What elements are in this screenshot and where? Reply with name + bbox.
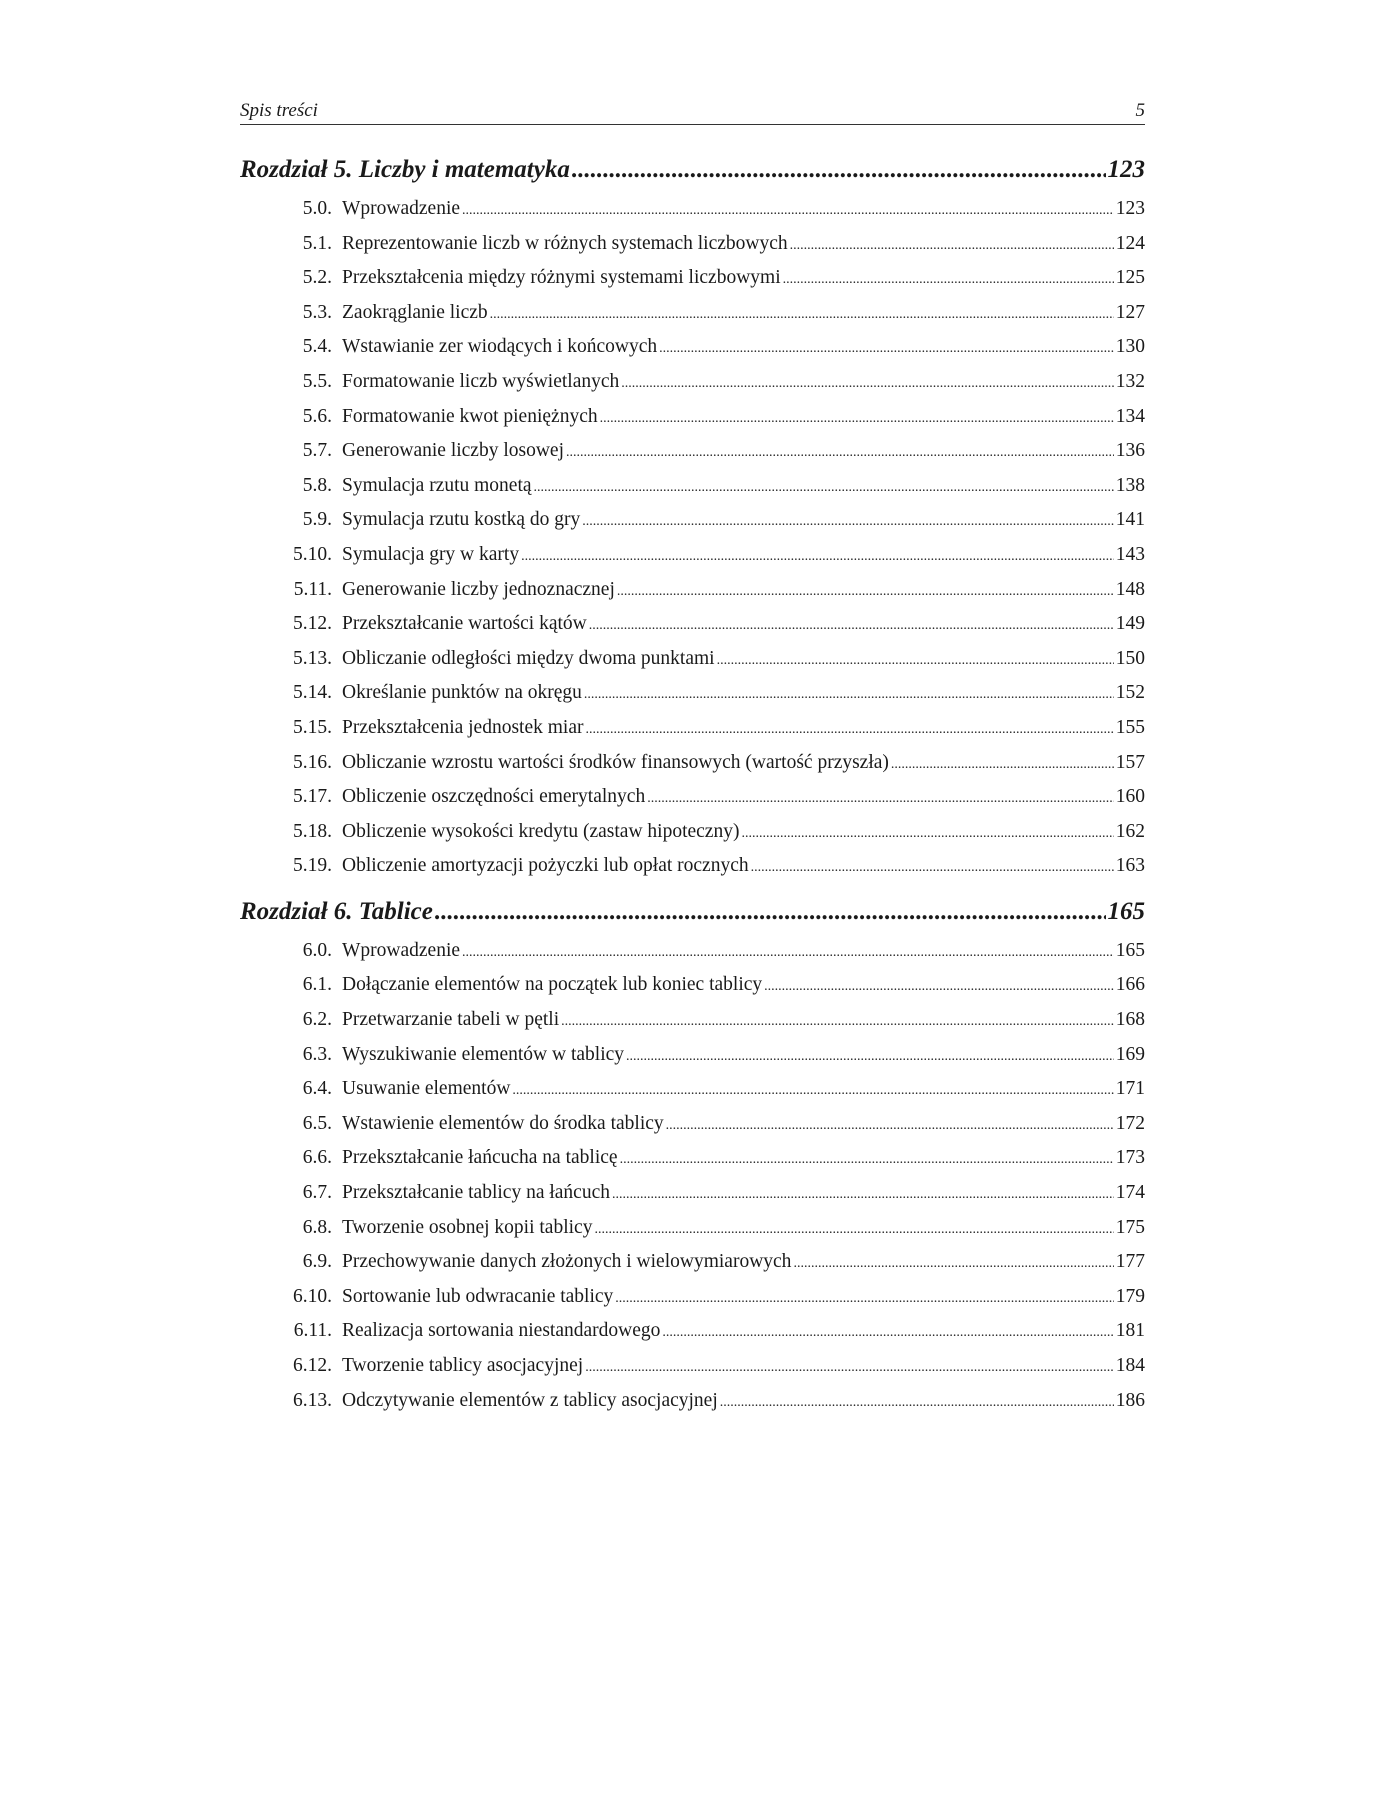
toc-entry[interactable]	[240, 198, 1145, 233]
toc-entry[interactable]	[240, 302, 1145, 337]
dot-leader	[621, 376, 1113, 392]
entry-title: Formatowanie kwot pieniężnych	[342, 405, 598, 427]
entry-page-number: 186	[1115, 1389, 1145, 1411]
entry-title: Przechowywanie danych złożonych i wielowymiarowych	[342, 1251, 792, 1273]
dot-leader	[615, 1291, 1113, 1307]
toc-entry[interactable]	[240, 371, 1145, 406]
toc-entry[interactable]	[240, 406, 1145, 441]
entry-page-number: 166	[1115, 974, 1145, 996]
entry-number: 5.0.	[302, 198, 332, 219]
entry-title: Przekształcanie wartości kątów	[342, 613, 587, 635]
dot-leader	[620, 1152, 1114, 1168]
toc-entry[interactable]	[240, 1113, 1145, 1148]
entry-number: 5.12.	[293, 613, 332, 635]
entry-number: 6.3.	[302, 1043, 332, 1065]
entry-title: Wprowadzenie	[342, 198, 461, 219]
dot-leader	[612, 1187, 1114, 1203]
entry-title: Obliczenie wysokości kredytu (zastaw hipoteczny)	[342, 820, 740, 842]
entry-title: Usuwanie elementów	[342, 1078, 511, 1100]
entry-title: Przekształcanie łańcucha na tablicę	[342, 1147, 618, 1169]
dot-leader	[783, 272, 1114, 288]
entry-number: 6.0.	[302, 939, 332, 961]
entry-title: Odczytywanie elementów z tablicy asocjacyjnej	[342, 1389, 718, 1411]
dot-leader	[512, 1083, 1113, 1099]
table-of-contents	[240, 156, 1145, 1424]
entry-title: Wprowadzenie	[342, 939, 461, 961]
entry-title: Symulacja gry w karty	[342, 543, 520, 565]
dot-leader	[741, 826, 1113, 842]
toc-entry[interactable]	[240, 1147, 1145, 1182]
entry-title: Symulacja rzutu monetą	[342, 474, 532, 496]
entry-page-number: 141	[1115, 509, 1145, 531]
entry-title: Przekształcenia jednostek miar	[342, 716, 584, 738]
toc-entry[interactable]	[240, 579, 1145, 614]
toc-entry[interactable]	[240, 1286, 1145, 1321]
toc-entry[interactable]	[240, 1182, 1145, 1217]
entry-page-number: 172	[1115, 1112, 1145, 1134]
chapter-page-number: 123	[1107, 156, 1145, 183]
entry-page-number: 184	[1115, 1355, 1145, 1376]
entry-page-number: 138	[1115, 474, 1145, 496]
entry-number: 5.11.	[293, 578, 332, 600]
entry-page-number: 124	[1115, 232, 1145, 254]
entry-number: 5.10.	[293, 543, 332, 565]
entry-number: 5.2.	[302, 267, 332, 289]
dot-leader	[561, 1014, 1114, 1030]
dot-leader	[490, 307, 1114, 323]
header-page-number: 5	[1135, 100, 1145, 121]
entry-title: Zaokrąglanie liczb	[342, 301, 488, 323]
toc-entry[interactable]	[240, 336, 1145, 371]
dot-leader	[594, 1222, 1113, 1238]
entry-title: Obliczenie oszczędności emerytalnych	[342, 786, 646, 808]
toc-entry[interactable]	[240, 1009, 1145, 1044]
entry-title: Generowanie liczby losowej	[342, 440, 565, 462]
toc-entry[interactable]	[240, 786, 1145, 821]
chapter-5	[240, 156, 1145, 890]
entry-page-number: 132	[1115, 370, 1145, 392]
header-section-title: Spis treści	[240, 100, 318, 121]
running-header	[240, 96, 1145, 125]
dot-leader	[666, 1118, 1114, 1134]
toc-entry[interactable]	[240, 940, 1145, 975]
entry-title: Wstawienie elementów do środka tablicy	[342, 1112, 664, 1134]
entry-number: 5.19.	[293, 855, 332, 877]
entry-page-number: 136	[1115, 440, 1145, 462]
dot-leader	[751, 860, 1114, 876]
dot-leader	[566, 445, 1114, 461]
entry-number: 5.15.	[293, 716, 332, 738]
dot-leader	[585, 722, 1113, 738]
entry-number: 6.7.	[302, 1182, 332, 1204]
entry-number: 6.10.	[293, 1285, 332, 1307]
toc-entry[interactable]	[240, 682, 1145, 717]
entry-page-number: 157	[1115, 751, 1145, 773]
dot-leader	[659, 341, 1114, 357]
dot-leader	[462, 945, 1114, 961]
chapter-title: Rozdział 5. Liczby i matematyka	[240, 156, 570, 183]
entry-title: Dołączanie elementów na początek lub koniec tablicy	[342, 974, 763, 996]
entry-number: 6.5.	[302, 1112, 332, 1134]
entry-page-number: 155	[1115, 716, 1145, 738]
entry-number: 5.7.	[302, 440, 332, 462]
chapter-entries	[240, 198, 1145, 890]
dot-leader	[717, 653, 1114, 669]
toc-entry[interactable]	[240, 1251, 1145, 1286]
dot-leader	[589, 618, 1114, 634]
toc-entry[interactable]	[240, 267, 1145, 302]
entry-title: Tworzenie osobnej kopii tablicy	[342, 1216, 593, 1238]
entry-number: 5.8.	[302, 474, 332, 496]
toc-entry[interactable]	[240, 1044, 1145, 1079]
entry-number: 5.16.	[293, 751, 332, 773]
toc-entry[interactable]	[240, 613, 1145, 648]
entry-number: 5.6.	[302, 405, 332, 427]
entry-number: 5.1.	[302, 232, 332, 254]
entry-number: 6.12.	[293, 1355, 332, 1376]
entry-page-number: 150	[1115, 647, 1145, 669]
entry-title: Określanie punktów na okręgu	[342, 682, 582, 704]
chapter-6	[240, 898, 1145, 1424]
entry-page-number: 130	[1115, 336, 1145, 358]
entry-title: Generowanie liczby jednoznacznej	[342, 578, 615, 600]
entry-page-number: 168	[1115, 1009, 1145, 1031]
entry-page-number: 177	[1115, 1251, 1145, 1273]
chapter-page-number: 165	[1107, 897, 1145, 925]
dot-leader	[534, 480, 1114, 496]
dot-leader	[720, 1395, 1114, 1411]
entry-number: 5.13.	[293, 647, 332, 669]
entry-page-number: 160	[1115, 786, 1145, 808]
toc-entry[interactable]	[240, 475, 1145, 510]
entry-page-number: 125	[1115, 267, 1145, 289]
entry-number: 6.8.	[302, 1216, 332, 1238]
entry-page-number: 181	[1115, 1320, 1145, 1342]
toc-entry[interactable]	[240, 855, 1145, 890]
dot-leader	[764, 979, 1114, 995]
entry-number: 5.3.	[302, 301, 332, 323]
toc-entry[interactable]	[240, 440, 1145, 475]
toc-entry[interactable]	[240, 1390, 1145, 1425]
dot-leader	[662, 1325, 1113, 1341]
toc-entry[interactable]	[240, 752, 1145, 787]
entry-number: 6.2.	[302, 1009, 332, 1031]
entry-title: Przetwarzanie tabeli w pętli	[342, 1009, 560, 1031]
entry-number: 6.9.	[302, 1251, 332, 1273]
dot-leader	[790, 238, 1114, 254]
entry-page-number: 163	[1115, 855, 1145, 877]
entry-page-number: 152	[1115, 682, 1145, 704]
chapter-entries	[240, 940, 1145, 1424]
chapter-heading[interactable]	[240, 898, 1145, 940]
entry-page-number: 174	[1115, 1182, 1145, 1204]
entry-page-number: 179	[1115, 1285, 1145, 1307]
dot-leader	[582, 514, 1113, 530]
entry-number: 6.13.	[293, 1389, 332, 1411]
entry-page-number: 175	[1115, 1216, 1145, 1238]
entry-title: Tworzenie tablicy asocjacyjnej	[342, 1355, 584, 1376]
entry-page-number: 148	[1115, 578, 1145, 600]
entry-page-number: 169	[1115, 1043, 1145, 1065]
dot-leader	[585, 1360, 1114, 1376]
dot-leader	[793, 1256, 1113, 1272]
dot-leader	[647, 791, 1114, 807]
toc-entry[interactable]	[240, 509, 1145, 544]
entry-page-number: 127	[1115, 301, 1145, 323]
toc-entry[interactable]	[240, 717, 1145, 752]
toc-entry[interactable]	[240, 821, 1145, 856]
entry-title: Sortowanie lub odwracanie tablicy	[342, 1285, 614, 1307]
entry-page-number: 143	[1115, 543, 1145, 565]
entry-title: Obliczanie odległości między dwoma punktami	[342, 647, 715, 669]
toc-entry[interactable]	[240, 648, 1145, 683]
entry-page-number: 173	[1115, 1147, 1145, 1169]
entry-number: 5.18.	[293, 820, 332, 842]
entry-title: Reprezentowanie liczb w różnych systemach liczbowych	[342, 232, 788, 254]
entry-number: 5.5.	[302, 370, 332, 392]
chapter-heading[interactable]	[240, 156, 1145, 198]
chapter-title: Rozdział 6. Tablice	[240, 897, 433, 925]
toc-entry[interactable]	[240, 1078, 1145, 1113]
dot-leader	[617, 584, 1114, 600]
dot-leader	[584, 687, 1114, 703]
dot-leader	[626, 1049, 1114, 1065]
toc-entry[interactable]	[240, 1320, 1145, 1355]
toc-entry[interactable]	[240, 1355, 1145, 1390]
entry-number: 6.4.	[302, 1078, 332, 1100]
dot-leader	[435, 898, 1106, 926]
entry-number: 5.4.	[302, 336, 332, 358]
entry-page-number: 162	[1115, 820, 1145, 842]
entry-page-number: 123	[1115, 198, 1145, 219]
entry-title: Symulacja rzutu kostką do gry	[342, 509, 581, 531]
entry-title: Wyszukiwanie elementów w tablicy	[342, 1043, 625, 1065]
entry-number: 6.6.	[302, 1147, 332, 1169]
entry-page-number: 149	[1115, 613, 1145, 635]
dot-leader	[572, 156, 1106, 184]
toc-entry[interactable]	[240, 974, 1145, 1009]
toc-entry[interactable]	[240, 1217, 1145, 1252]
entry-title: Formatowanie liczb wyświetlanych	[342, 370, 620, 392]
entry-title: Obliczenie amortyzacji pożyczki lub opłat rocznych	[342, 855, 749, 877]
dot-leader	[891, 757, 1114, 773]
entry-number: 5.17.	[293, 786, 332, 808]
entry-page-number: 134	[1115, 405, 1145, 427]
dot-leader	[462, 203, 1114, 219]
toc-entry[interactable]	[240, 544, 1145, 579]
entry-number: 6.1.	[302, 974, 332, 996]
entry-title: Realizacja sortowania niestandardowego	[342, 1320, 661, 1342]
entry-number: 6.11.	[293, 1320, 332, 1342]
entry-page-number: 165	[1115, 939, 1145, 961]
entry-number: 5.9.	[302, 509, 332, 531]
dot-leader	[521, 549, 1114, 565]
entry-title: Przekształcanie tablicy na łańcuch	[342, 1182, 610, 1204]
dot-leader	[600, 411, 1114, 427]
entry-number: 5.14.	[293, 682, 332, 704]
entry-title: Obliczanie wzrostu wartości środków finansowych (wartość przyszła)	[342, 751, 889, 773]
entry-title: Wstawianie zer wiodących i końcowych	[342, 336, 658, 358]
entry-title: Przekształcenia między różnymi systemami liczbowymi	[342, 267, 781, 289]
entry-page-number: 171	[1115, 1078, 1145, 1100]
toc-entry[interactable]	[240, 233, 1145, 268]
